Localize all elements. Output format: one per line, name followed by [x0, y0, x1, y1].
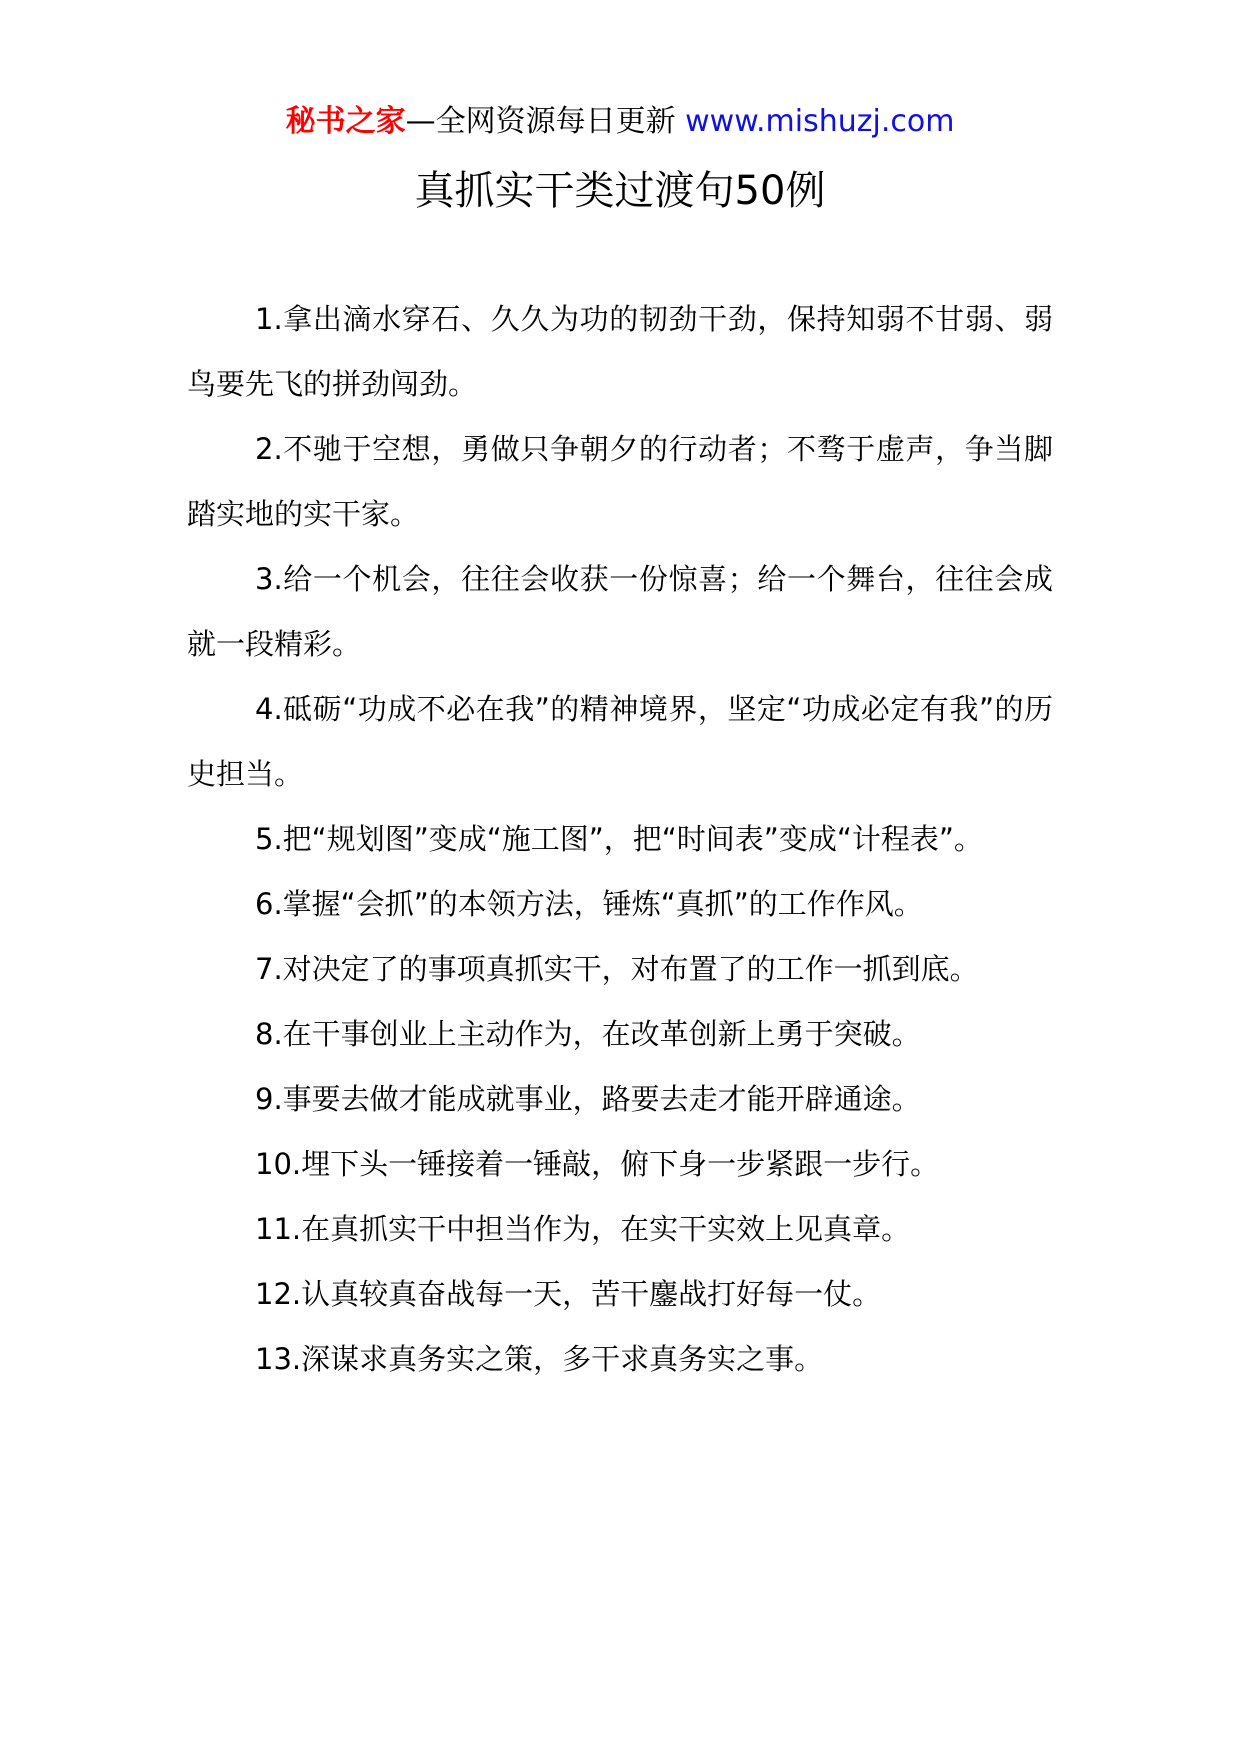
site-header	[0, 100, 1240, 144]
site-url-link[interactable]: www.mishuzj.com	[685, 104, 955, 139]
paragraph-13: 13.深谋求真务实之策，多干求真务实之事。	[255, 1342, 824, 1376]
paragraph-1: 1.拿出滴水穿石、久久为功的韧劲干劲，保持知弱不甘弱、弱鸟要先飞的拼劲闯劲。	[187, 302, 1053, 401]
document-title: 真抓实干类过渡句50例	[414, 168, 826, 214]
paragraph-11: 11.在真抓实干中担当作为，在实干实效上见真章。	[255, 1212, 911, 1246]
paragraph-7: 7.对决定了的事项真抓实干，对布置了的工作一抓到底。	[255, 952, 979, 986]
header-tagline: —全网资源每日更新	[405, 104, 676, 139]
paragraph-12: 12.认真较真奋战每一天，苦干鏖战打好每一仗。	[255, 1277, 882, 1311]
paragraph-4: 4.砥砺“功成不必在我”的精神境界，坚定“功成必定有我”的历史担当。	[187, 692, 1053, 791]
paragraph-6: 6.掌握“会抓”的本领方法，锤炼“真抓”的工作作风。	[255, 887, 923, 921]
paragraph-8: 8.在干事创业上主动作为，在改革创新上勇于突破。	[255, 1017, 921, 1051]
paragraph-2: 2.不驰于空想，勇做只争朝夕的行动者；不骛于虚声，争当脚踏实地的实干家。	[187, 432, 1053, 531]
paragraph-3: 3.给一个机会，往往会收获一份惊喜；给一个舞台，往往会成就一段精彩。	[187, 562, 1053, 661]
paragraph-9: 9.事要去做才能成就事业，路要去走才能开辟通途。	[255, 1082, 921, 1116]
paragraph-list	[187, 287, 1053, 1392]
brand-name: 秘书之家	[285, 104, 406, 139]
paragraph-10: 10.埋下头一锤接着一锤敲，俯下身一步紧跟一步行。	[255, 1147, 940, 1181]
paragraph-5: 5.把“规划图”变成“施工图”，把“时间表”变成“计程表”。	[255, 822, 983, 856]
